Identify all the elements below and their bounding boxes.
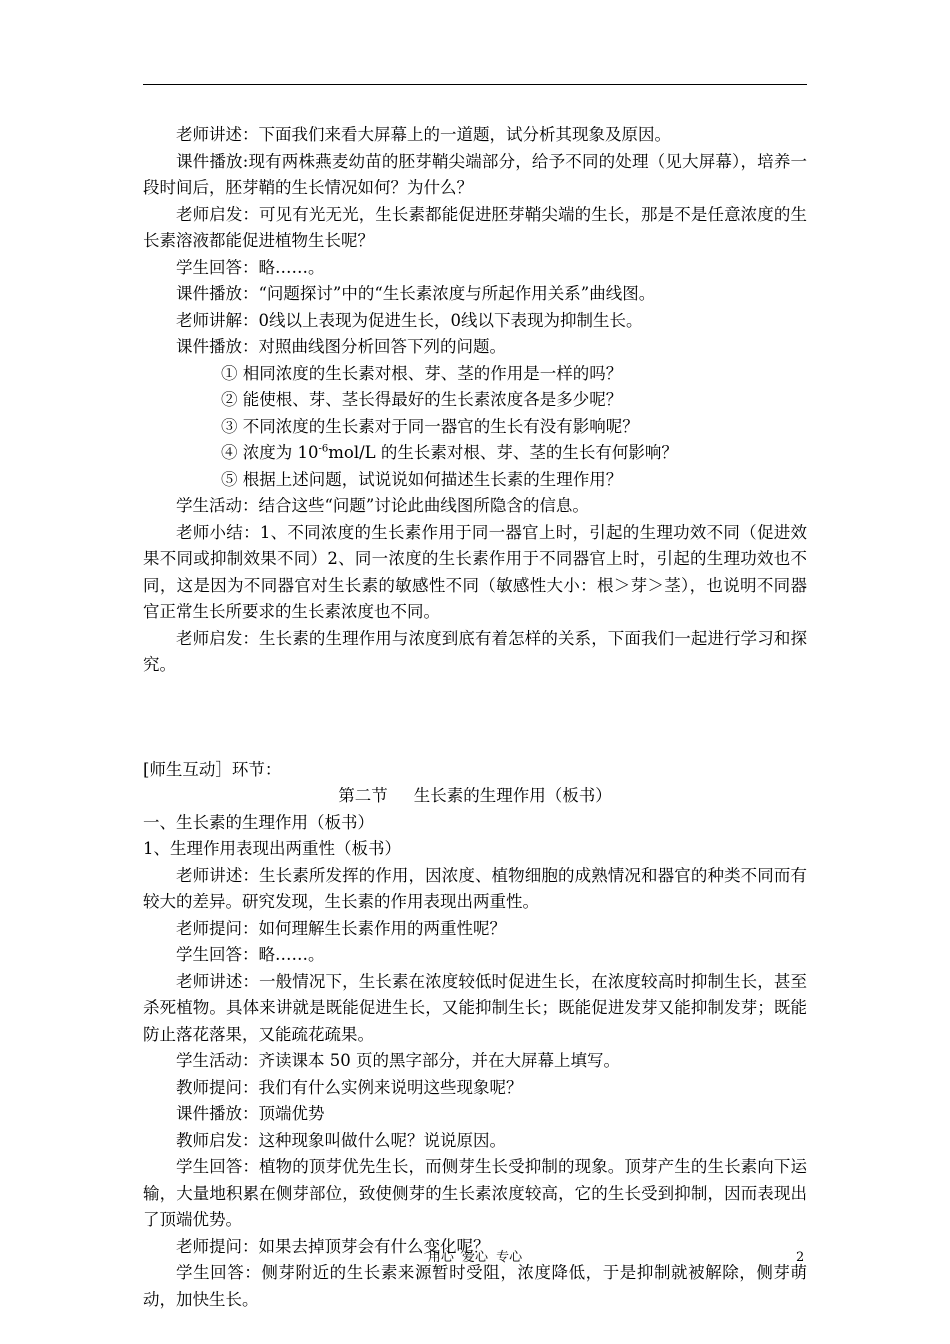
- heading-level-2: 1、生理作用表现出两重性（板书）: [143, 839, 401, 858]
- paragraph: 课件播放：顶端优势: [176, 1104, 325, 1123]
- paragraph: 学生回答：植物的顶芽优先生长，而侧芽生长受抑制的现象。顶芽产生的生长素向下运输，大量地积累在侧芽部位，致使侧芽的生长素浓度较高，它的生长受到抑制，因而表现出了顶端优势。: [143, 1157, 807, 1229]
- page-number: 2: [796, 1250, 805, 1265]
- spacer: [143, 679, 807, 757]
- paragraph: 学生回答：侧芽附近的生长素来源暂时受阻，浓度降低，于是抑制就被解除，侧芽萌动，加快生长。: [143, 1263, 807, 1309]
- paragraph: 教师提问：我们有什么实例来说明这些现象呢？: [176, 1077, 523, 1097]
- paragraph: 老师启发：生长素的生理作用与浓度到底有着怎样的关系，下面我们一起进行学习和探究。: [143, 628, 807, 674]
- paragraph: 老师讲述：下面我们来看大屏幕上的一道题，试分析其现象及原因。: [176, 125, 671, 144]
- paragraph: 老师讲述：生长素所发挥的作用，因浓度、植物细胞的成熟情况和器官的种类不同而有较大的差异。研究发现，生长素的作用表现出两重性。: [143, 865, 807, 911]
- footer-motto: 用心 爱心 专心: [427, 1250, 523, 1265]
- paragraph: 学生活动：齐读课本 50 页的黑字部分，并在大屏幕上填写。: [176, 1051, 620, 1070]
- section-name: 生长素的生理作用（板书）: [413, 786, 612, 805]
- section-title: [143, 783, 807, 810]
- document-body: [143, 122, 807, 1313]
- paragraph: 学生回答：略……。: [176, 257, 325, 277]
- section-number: 第二节: [338, 786, 388, 805]
- header-rule: [143, 84, 807, 85]
- paragraph: 老师提问：如果去掉顶芽会有什么变化呢？: [176, 1236, 490, 1256]
- question-text: mol/L 的生长素对根、芽、茎的生长有何影响？: [328, 443, 678, 462]
- paragraph: 老师启发：可见有光无光，生长素都能促进胚芽鞘尖端的生长，那是不是任意浓度的生长素溶液都能促进植物生长呢？: [143, 204, 807, 250]
- paragraph: 老师讲解：0线以上表现为促进生长，0线以下表现为抑制生长。: [176, 310, 643, 330]
- question-text: ④ 浓度为 10: [221, 443, 319, 462]
- question-item: ② 能使根、芽、茎长得最好的生长素浓度各是多少呢？: [221, 390, 623, 409]
- paragraph: 老师小结：1、不同浓度的生长素作用于同一器官上时，引起的生理功效不同（促进效果不同或抑制效果不同）2、同一浓度的生长素作用于不同器官上时，引起的生理功效也不同，这是因为不同器官对生长素的敏感性不同（敏感性大小：根＞芽＞茎），也说明不同器官正常生长所要求的生长素浓度也不同。: [143, 522, 807, 621]
- heading-level-1: 一、生长素的生理作用（板书）: [143, 812, 374, 832]
- question-item: ① 相同浓度的生长素对根、芽、茎的作用是一样的吗？: [221, 363, 623, 383]
- paragraph: 课件播放:现有两株燕麦幼苗的胚芽鞘尖端部分，给予不同的处理（见大屏幕），培养一段时间后，胚芽鞘的生长情况如何？为什么？: [143, 151, 807, 197]
- exponent: -6: [318, 443, 329, 455]
- question-item: ③ 不同浓度的生长素对于同一器官的生长有没有影响呢？: [221, 416, 639, 436]
- question-item: [143, 440, 807, 467]
- section-label: [师生互动］环节：: [143, 759, 282, 779]
- paragraph: 老师讲述：一般情况下，生长素在浓度较低时促进生长，在浓度较高时抑制生长，甚至杀死植物。具体来讲就是既能促进生长，又能抑制生长；既能促进发芽又能抑制发芽；既能防止落花落果，又能疏花疏果。: [143, 971, 807, 1044]
- paragraph: 学生回答：略……。: [176, 945, 325, 964]
- paragraph: 教师启发：这种现象叫做什么呢？说说原因。: [176, 1130, 506, 1150]
- paragraph: 课件播放：“问题探讨”中的“生长素浓度与所起作用关系”曲线图。: [176, 284, 656, 303]
- paragraph: 学生活动：结合这些“问题”讨论此曲线图所隐含的信息。: [176, 496, 589, 515]
- paragraph: 课件播放：对照曲线图分析回答下列的问题。: [176, 337, 506, 356]
- question-item: ⑤ 根据上述问题，试说说如何描述生长素的生理作用？: [221, 469, 623, 489]
- paragraph: 老师提问：如何理解生长素作用的两重性呢？: [176, 918, 506, 938]
